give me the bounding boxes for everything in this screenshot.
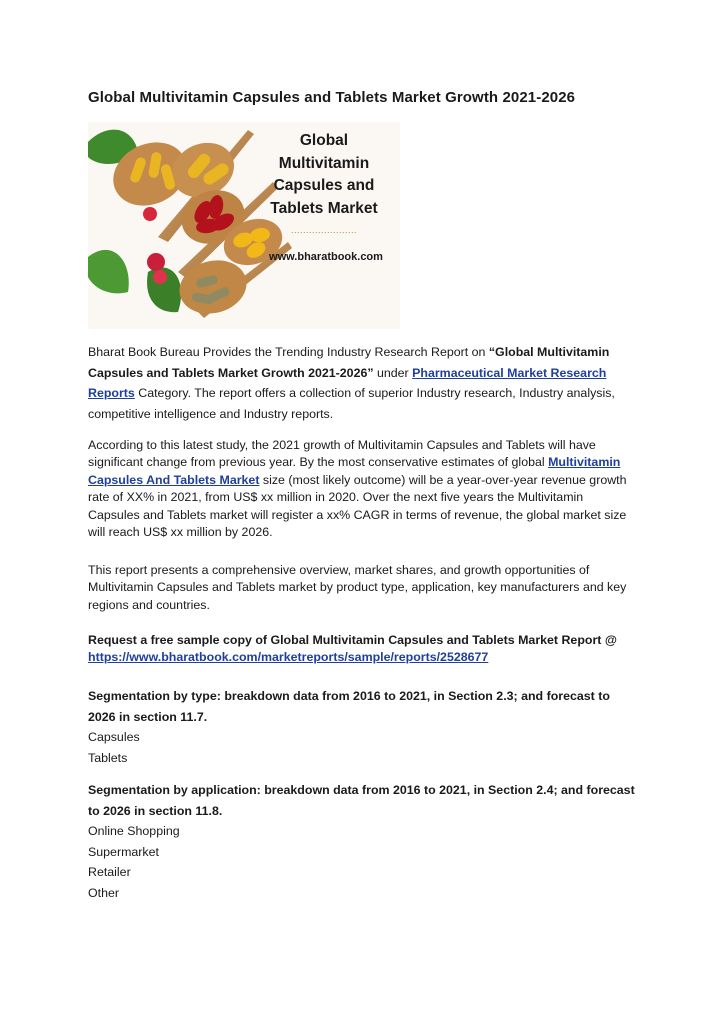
overview-paragraph: This report presents a comprehensive overview, market shares, and growth opportunities of Multivitamin Capsules and Tablets market by product type, application, key manufacturers and key regions and countries. (88, 563, 627, 612)
pharmaceutical-link[interactable]: Pharmaceutical Market Research Reports (88, 365, 607, 400)
segmentation-application-list (88, 821, 180, 903)
page-title: Global Multivitamin Capsules and Tablets Market Growth 2021-2026 (88, 89, 576, 106)
study-paragraph: According to this latest study, the 2021 growth of Multivitamin Capsules and Tablets will have significant change from previous year. By the most conservative estimates of global Multivitamin Capsules And Tablets Market size (most likely outcome) will be a year-over-year revenue growth rate of XX% in 2021, from US$ xx million in 2020. Over the next five years the Multivitamin Capsules and Tablets market will register a xx% CAGR in terms of revenue, the global market size will reach US$ xx million by 2026. (88, 438, 627, 540)
banner-title: Global Multivitamin Capsules and Tablets Market (270, 132, 378, 217)
list-item: Online Shopping (88, 824, 180, 838)
list-item: Other (88, 885, 119, 900)
intro-paragraph: Bharat Book Bureau Provides the Trending Industry Research Report on “Global Multivitamin Capsules and Tablets Market Growth 2021-2026” under Pharmaceutical Market Research Reports Category. The report offers a collection of superior Industry research, Industry analysis, competitive intelligence and Industry reports. (88, 345, 615, 421)
segmentation-type-list (88, 727, 140, 768)
segmentation-application-heading: Segmentation by application: breakdown data from 2016 to 2021, in Section 2.4; and forecast to 2026 in section 11.8. (88, 783, 635, 818)
sample-url-link[interactable]: https://www.bharatbook.com/marketreports/sample/reports/2528677 (88, 650, 489, 665)
report-title-bold: “Global Multivitamin Capsules and Tablets Market Growth 2021-2026” (88, 345, 610, 380)
sample-section (88, 632, 636, 667)
banner-image (88, 122, 400, 329)
banner-dots: ...................... (290, 225, 357, 235)
list-item: Capsules (88, 730, 140, 744)
list-item: Tablets (88, 750, 128, 765)
segmentation-type-heading: Segmentation by type: breakdown data from 2016 to 2021, in Section 2.3; and forecast to 2026 in section 11.7. (88, 689, 610, 724)
list-item: Retailer (88, 865, 131, 879)
list-item: Supermarket (88, 844, 159, 859)
sample-heading: Request a free sample copy of Global Multivitamin Capsules and Tablets Market Report @ (88, 633, 617, 647)
banner-url: www.bharatbook.com (269, 251, 383, 263)
market-link[interactable]: Multivitamin Capsules And Tablets Market (88, 455, 621, 487)
